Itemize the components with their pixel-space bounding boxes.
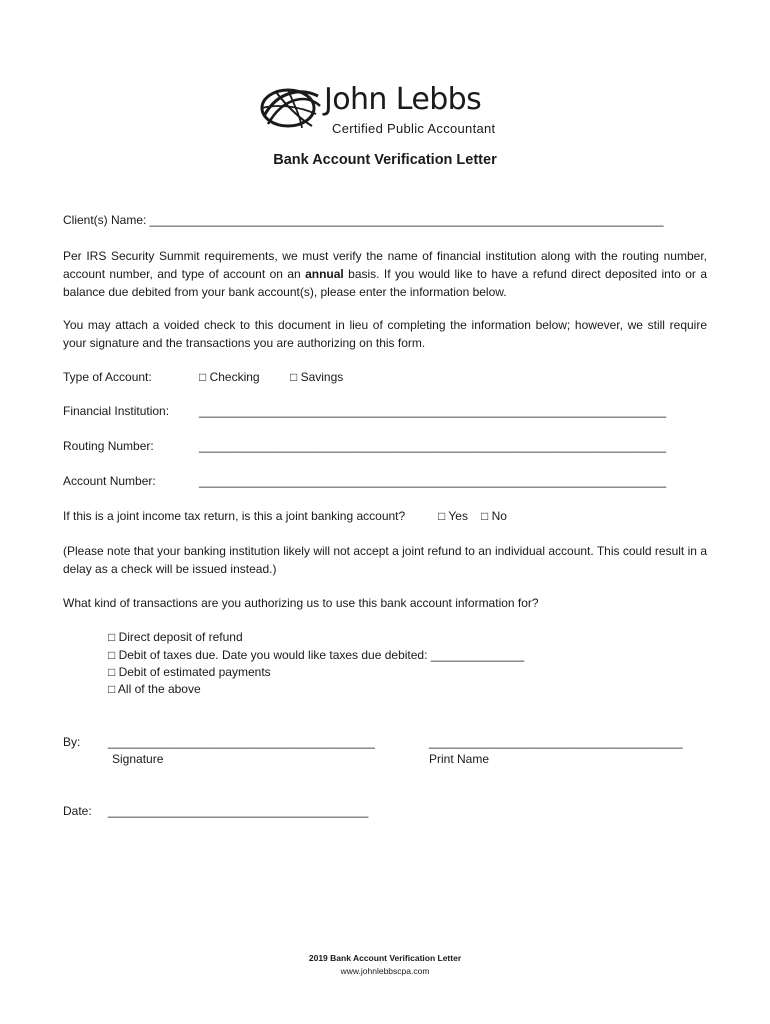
intro-text-a: Per IRS Security Summit requirements, we must verify the name of financial institution along with the routing number, account number, and type of account on an	[63, 249, 707, 281]
globe-swoosh-icon	[258, 86, 324, 134]
footer-url: www.johnlebbscpa.com	[340, 966, 430, 976]
intro-paragraph	[63, 247, 707, 301]
checking-checkbox[interactable]: □ Checking	[199, 370, 260, 384]
account-number-label: Account Number:	[63, 474, 156, 488]
option-estimated-payments[interactable]: □ Debit of estimated payments	[108, 665, 271, 679]
signature-field[interactable]: ________________________________________	[108, 735, 375, 749]
account-number-field[interactable]: ______________________________________________________________________	[199, 474, 667, 488]
transactions-question: What kind of transactions are you authorizing us to use this bank account information for?	[63, 596, 539, 610]
logo-subtitle: Certified Public Accountant	[332, 121, 496, 136]
joint-no-checkbox[interactable]: □ No	[481, 509, 507, 523]
date-field[interactable]: _______________________________________	[108, 804, 369, 818]
voided-check-paragraph: You may attach a voided check to this document in lieu of completing the information below; however, we still require your signature and the transactions you are authorizing on this form.	[63, 318, 707, 350]
footer-title: 2019 Bank Account Verification Letter	[308, 953, 462, 963]
intro-text-b: basis. If you would like to have a refund direct deposited into or a balance due debited from your bank account(s), please enter the information below.	[63, 267, 707, 299]
print-name-field[interactable]: ______________________________________	[429, 735, 683, 749]
signature-label: Signature	[112, 752, 164, 766]
logo-name: John Lebbs	[324, 82, 482, 117]
routing-label: Routing Number:	[63, 439, 154, 453]
joint-yes-checkbox[interactable]: □ Yes	[438, 509, 468, 523]
option-debit-taxes[interactable]: □ Debit of taxes due. Date you would like taxes due debited: ______________	[108, 648, 525, 662]
print-name-label: Print Name	[429, 752, 490, 766]
logo	[258, 84, 518, 140]
by-label: By:	[63, 735, 81, 749]
account-type-label: Type of Account:	[63, 370, 152, 384]
intro-bold-annual: annual	[305, 267, 344, 281]
joint-question: If this is a joint income tax return, is this a joint banking account?	[63, 509, 406, 523]
institution-label: Financial Institution:	[63, 404, 170, 418]
option-direct-deposit[interactable]: □ Direct deposit of refund	[108, 630, 243, 644]
savings-checkbox[interactable]: □ Savings	[290, 370, 344, 384]
institution-field[interactable]: ______________________________________________________________________	[199, 404, 667, 418]
page-title: Bank Account Verification Letter	[273, 152, 497, 168]
routing-field[interactable]: ______________________________________________________________________	[199, 439, 667, 453]
option-all[interactable]: □ All of the above	[108, 682, 201, 696]
date-label: Date:	[63, 804, 92, 818]
client-name-field[interactable]: Client(s) Name: _____________________________________________________________________________	[63, 213, 664, 227]
joint-note: (Please note that your banking institution likely will not accept a joint refund to an individual account. This could result in a delay as a check will be issued instead.)	[63, 544, 707, 576]
